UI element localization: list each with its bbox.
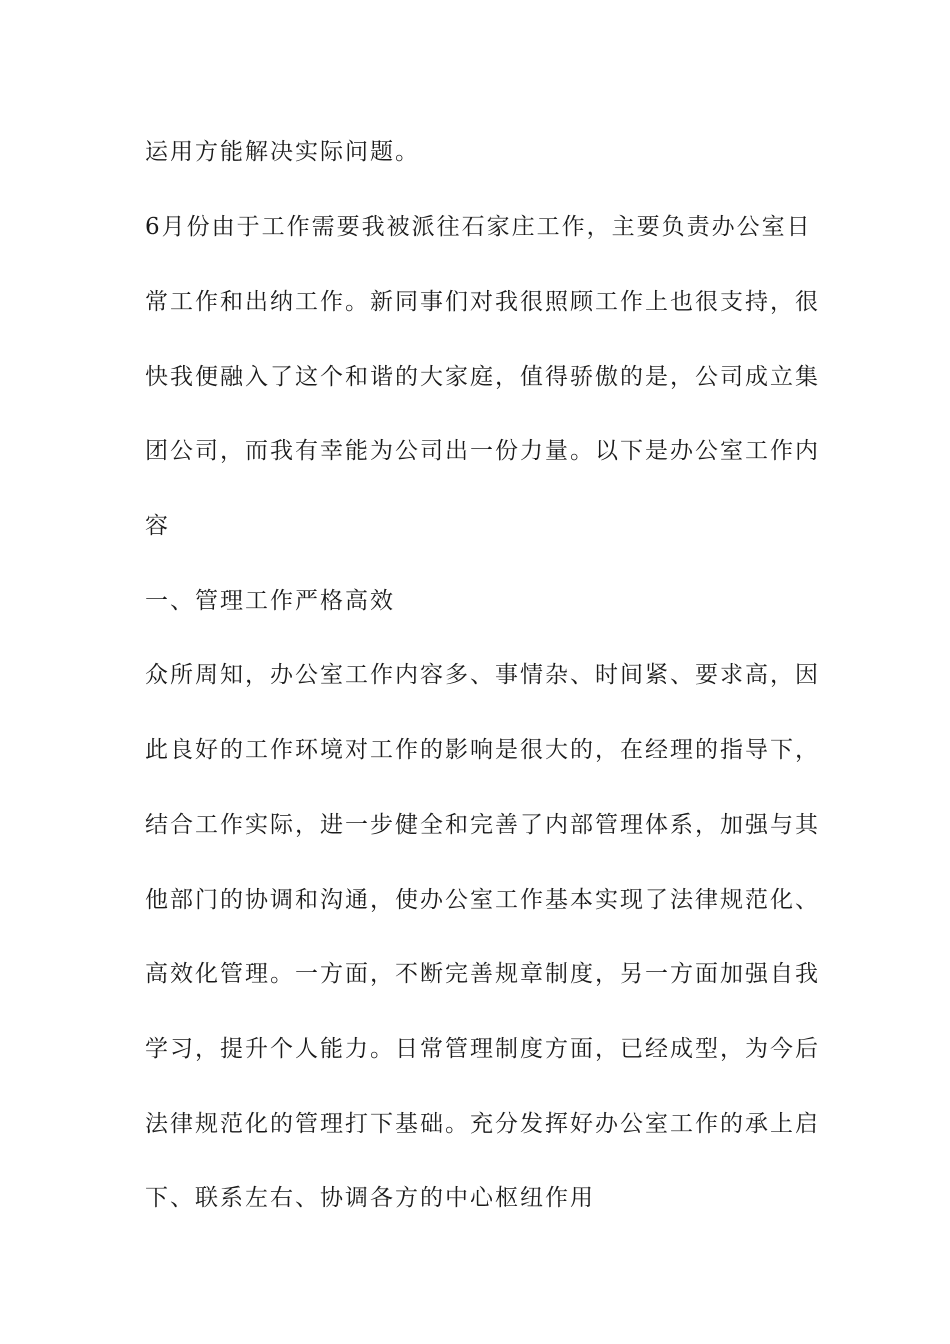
text-line: 常工作和出纳工作。新同事们对我很照顾工作上也很支持，很 (145, 289, 820, 315)
text-line: 此良好的工作环境对工作的影响是很大的，在经理的指导下， (145, 737, 820, 763)
text-line: 结合工作实际，进一步健全和完善了内部管理体系，加强与其 (145, 812, 820, 838)
text-line: 他部门的协调和沟通，使办公室工作基本实现了法律规范化、 (145, 887, 820, 913)
text-line: 6月份由于工作需要我被派往石家庄工作，主要负责办公室日 (145, 214, 812, 240)
section-heading: 一、管理工作严格高效 (145, 588, 395, 614)
text-line: 团公司，而我有幸能为公司出一份力量。以下是办公室工作内 (145, 438, 820, 464)
text-line: 高效化管理。一方面，不断完善规章制度，另一方面加强自我 (145, 961, 820, 987)
text-line: 法律规范化的管理打下基础。充分发挥好办公室工作的承上启 (145, 1111, 820, 1137)
text-line: 容 (145, 513, 170, 539)
text-line: 运用方能解决实际问题。 (145, 139, 420, 165)
text-line: 众所周知，办公室工作内容多、事情杂、时间紧、要求高，因 (145, 662, 820, 688)
text-line: 下、联系左右、协调各方的中心枢纽作用 (145, 1185, 595, 1211)
text-line: 快我便融入了这个和谐的大家庭，值得骄傲的是，公司成立集 (145, 364, 820, 390)
text-line: 学习，提升个人能力。日常管理制度方面，已经成型，为今后 (145, 1036, 820, 1062)
